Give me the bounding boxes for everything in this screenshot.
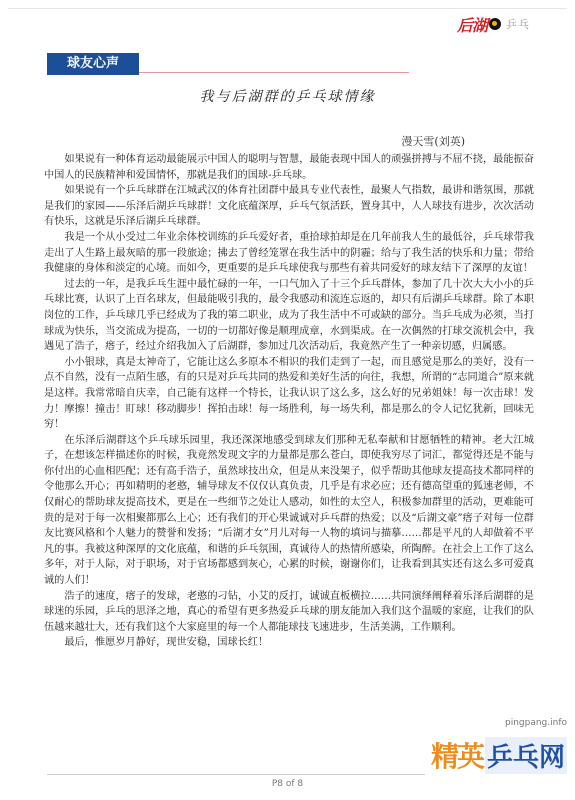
watermark-brand-a: 精英: [431, 740, 484, 773]
footer-divider: [47, 774, 425, 775]
paragraph: 在乐泽后湖群这个乒乓球乐园里，我还深深地感受到球友们那种无私奉献和甘愿牺牲的精神。老大江城子，在想该怎样描述你的时候，我竟然发现文字的力量都是那么苍白，即使我穷尽了词汇，都觉得还是不能与你付出的心血相匹配；还有高手浩子，虽然球技出众，但是从来没架子，似乎帮助其他球友提高技术都同样的令他那么开心；再如精明的老憨，辅导球友不仅仅认真负责，几乎是有求必应；还有德高望重的狐速老师，不仅耐心的帮助球友提高技术，更是在一些细节之处让人感动，如性的太空人，积极参加群里的活动，更难能可贵的是对于每一次相聚都那么上心；还有我们的开心果诚诚对乒乓群的热爱；以及“后湖文豪”瘩子对每一位群友比赛风格和个人魅力的赞誉和发扬；“后湖才女”月儿对每一人物的填词与描摹……都是平凡的人却做着不平凡的事。我被这种深厚的文化底蕴，和谐的乒乓氛围，真诚待人的热情所感染，所陶醉。在社会上工作了这么多年，对于人际，对于职场，对于官场都感到灰心，心累的时候，谢谢你们，让我看到其实还有这么多可爱真诚的人们！: [44, 434, 534, 587]
logo: [457, 12, 567, 36]
paragraph: 如果说有一种体育运动最能展示中国人的聪明与智慧，最能表现中国人的顽强拼搏与不屈不挠，最能振奋中国人的民族精神和爱国情怀，那就是我们的国球-乒乓球。: [44, 154, 534, 181]
section-tab: 球友心声: [47, 53, 139, 75]
paragraph: 小小银球，真是太神奇了，它能让这么多原本不相识的我们走到了一起，而且感觉是那么的美好，没有一点不自然，没有一点陌生感，有的只是对乒乓共同的热爱和美好生活的向往，我想，所谓的“志同道合”原来就是这样。我常常暗自庆幸，自己能有这样一个特长，让我认识了这么多，这么好的兄弟姐妹！每一次击球！发力！摩擦！撞击！盯球！移动脚步！挥拍击球！每一场胜利，每一场失利，都是那么的令人记忆犹新，回味无穷！: [44, 356, 534, 431]
paragraph: 我是一个从小受过二年业余体校训练的乒乓爱好者，重拾球拍却是在几年前我人生的最低谷，乒乓球带我走出了人生路上最灰暗的那一段旅途；拂去了曾经笼罩在我生活中的阴霾；给与了我生活的快乐和力量；带给我健康的身体和淡定的心境。而如今，更重要的是乒乓球使我与那些有着共同爱好的球友结下了深厚的友谊！: [44, 231, 534, 275]
logo-suffix: 乒乓: [506, 18, 531, 31]
paragraph: 最后，惟愿岁月静好，现世安稳，国球长红！: [64, 637, 269, 649]
article-author: 漫天雪(刘英): [401, 135, 465, 148]
article-body: [44, 152, 534, 651]
paragraph: 过去的一年，是我乒乓生涯中最忙碌的一年，一口气加入了十三个乒乓群体，参加了几十次大大小小的乒乓球比赛，认识了上百名球友，但最能吸引我的，最令我感动和流连忘返的，却只有后湖乒乓球群。除了本职岗位的工作，乒乓球几乎已经成为了我的第二职业，成为了我生活中不可或缺的部分。当乒乓成为必须，当打球成为快乐，当交流成为提高，一切的一切都好像是顺理成章，水到渠成。在一次偶然的打球交流机会中，我遇见了浩子，瘩子，经过介绍我加入了后湖群，参加过几次活动后，我竟然产生了一种亲切感，归属感。: [44, 278, 534, 353]
paragraph: 浩子的速度，瘩子的发球，老憨的刁钻，小艾的反打，诚诚直板横拉……共同演绎阐释着乐泽后湖群的是球迷的乐园，乒乓的思泽之地，真心的希望有更多热爱乒乓球的朋友能加入我们这个温暖的家庭，让我们的队伍越来越壮大，还有我们这个大家庭里的每一个人都能球技飞速进步，生活美满，工作顺利。: [44, 590, 534, 633]
watermark-logo: [431, 732, 569, 778]
pingpong-ball-icon: [489, 18, 501, 30]
page-top-border: [8, 8, 567, 9]
section-divider: [139, 72, 409, 73]
paragraph: 如果说有一个乒乓球群在江城武汉的体育社团群中最具专业代表性，最聚人气指数，最讲和谐氛围，那就是我们的家园——乐泽后湖乒乓球群！文化底蕴深厚，乒乓气氛活跃，置身其中，人人球技有进步，次次活动有快乐，这就是乐泽后湖乒乓球群。: [44, 185, 534, 228]
page-number: P8 of 8: [271, 779, 304, 789]
article-title: 我与后湖群的乒乓球情缘: [199, 89, 376, 105]
watermark-url: pingpang.info: [504, 718, 567, 728]
logo-text: 后湖: [457, 15, 488, 35]
watermark-brand-b: 乒乓网: [485, 737, 567, 774]
